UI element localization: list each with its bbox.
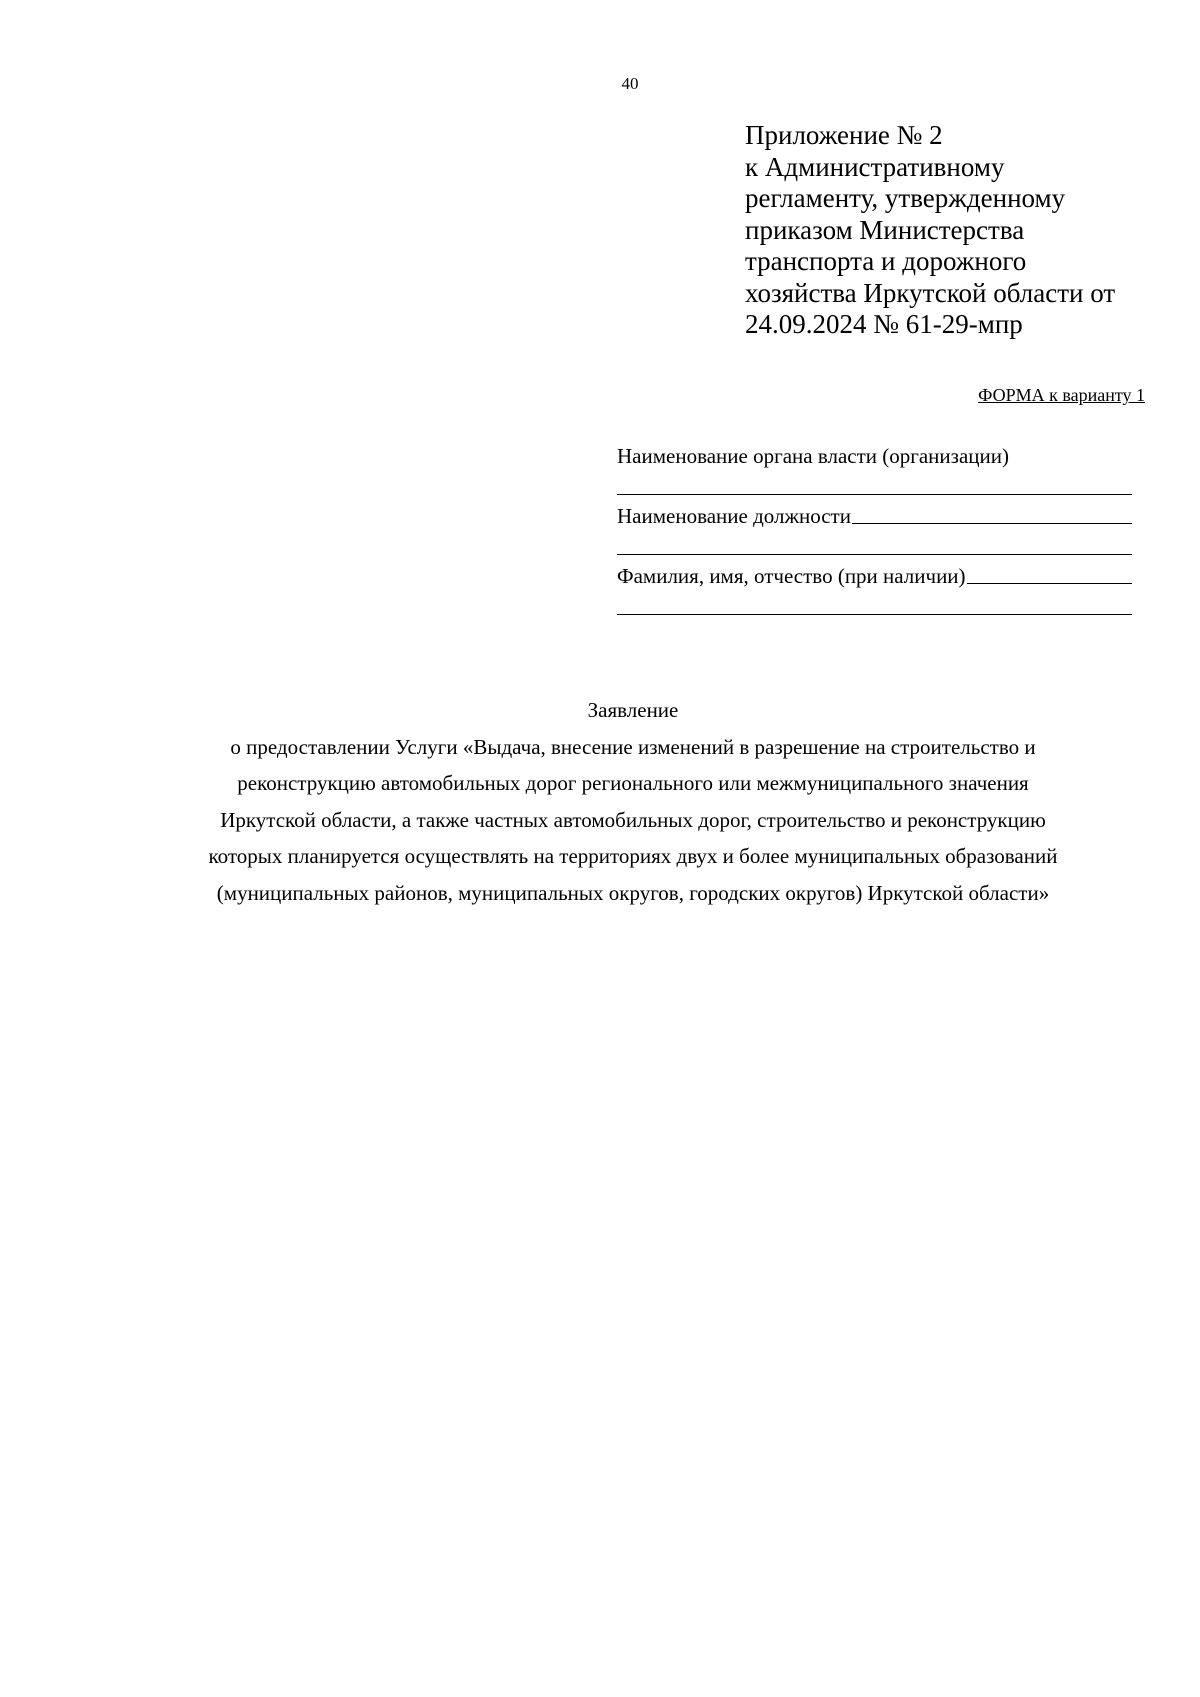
form-variant-label: ФОРМА к варианту 1 [978,385,1145,405]
appendix-line: транспорта и дорожного [745,246,1027,276]
appendix-line: Приложение № 2 [745,120,943,150]
statement-line: реконструкцию автомобильных дорог регионального или межмуниципального значения [237,771,1029,795]
statement-section [120,692,1146,911]
statement-title: Заявление [587,698,679,722]
position-label: Наименование должности [617,504,851,528]
full-name-inline-line[interactable] [967,582,1132,584]
appendix-line: к Административному [745,151,1005,182]
full-name-label: Фамилия, имя, отчество (при наличии) [617,564,966,588]
page-number: 40 [621,74,639,93]
statement-line: Иркутской области, а также частных автомобильных дорог, строительство и реконструкцию [220,807,1046,832]
appendix-line: приказом Министерства [745,214,1025,245]
position-line[interactable] [617,554,1132,555]
position-field [617,500,1132,528]
appendix-line: хозяйства Иркутской области от [745,277,1116,308]
statement-line: (муниципальных районов, муниципальных округов, городских округов) Иркутской области» [216,880,1050,905]
authority-field [617,440,1132,468]
statement-line: которых планируется осуществлять на территориях двух и более муниципальных образований [208,844,1058,868]
authority-line[interactable] [617,494,1132,495]
appendix-header [745,120,1165,341]
appendix-line: 24.09.2024 № 61-29-мпр [745,309,1023,339]
full-name-line[interactable] [617,614,1132,615]
full-name-field [617,560,1132,588]
authority-label: Наименование органа власти (организации) [617,444,1009,468]
appendix-line: регламенту, утвержденному [745,183,1066,213]
statement-line: о предоставлении Услуги «Выдача, внесение изменений в разрешение на строительство и [230,734,1036,759]
position-inline-line[interactable] [852,522,1132,524]
